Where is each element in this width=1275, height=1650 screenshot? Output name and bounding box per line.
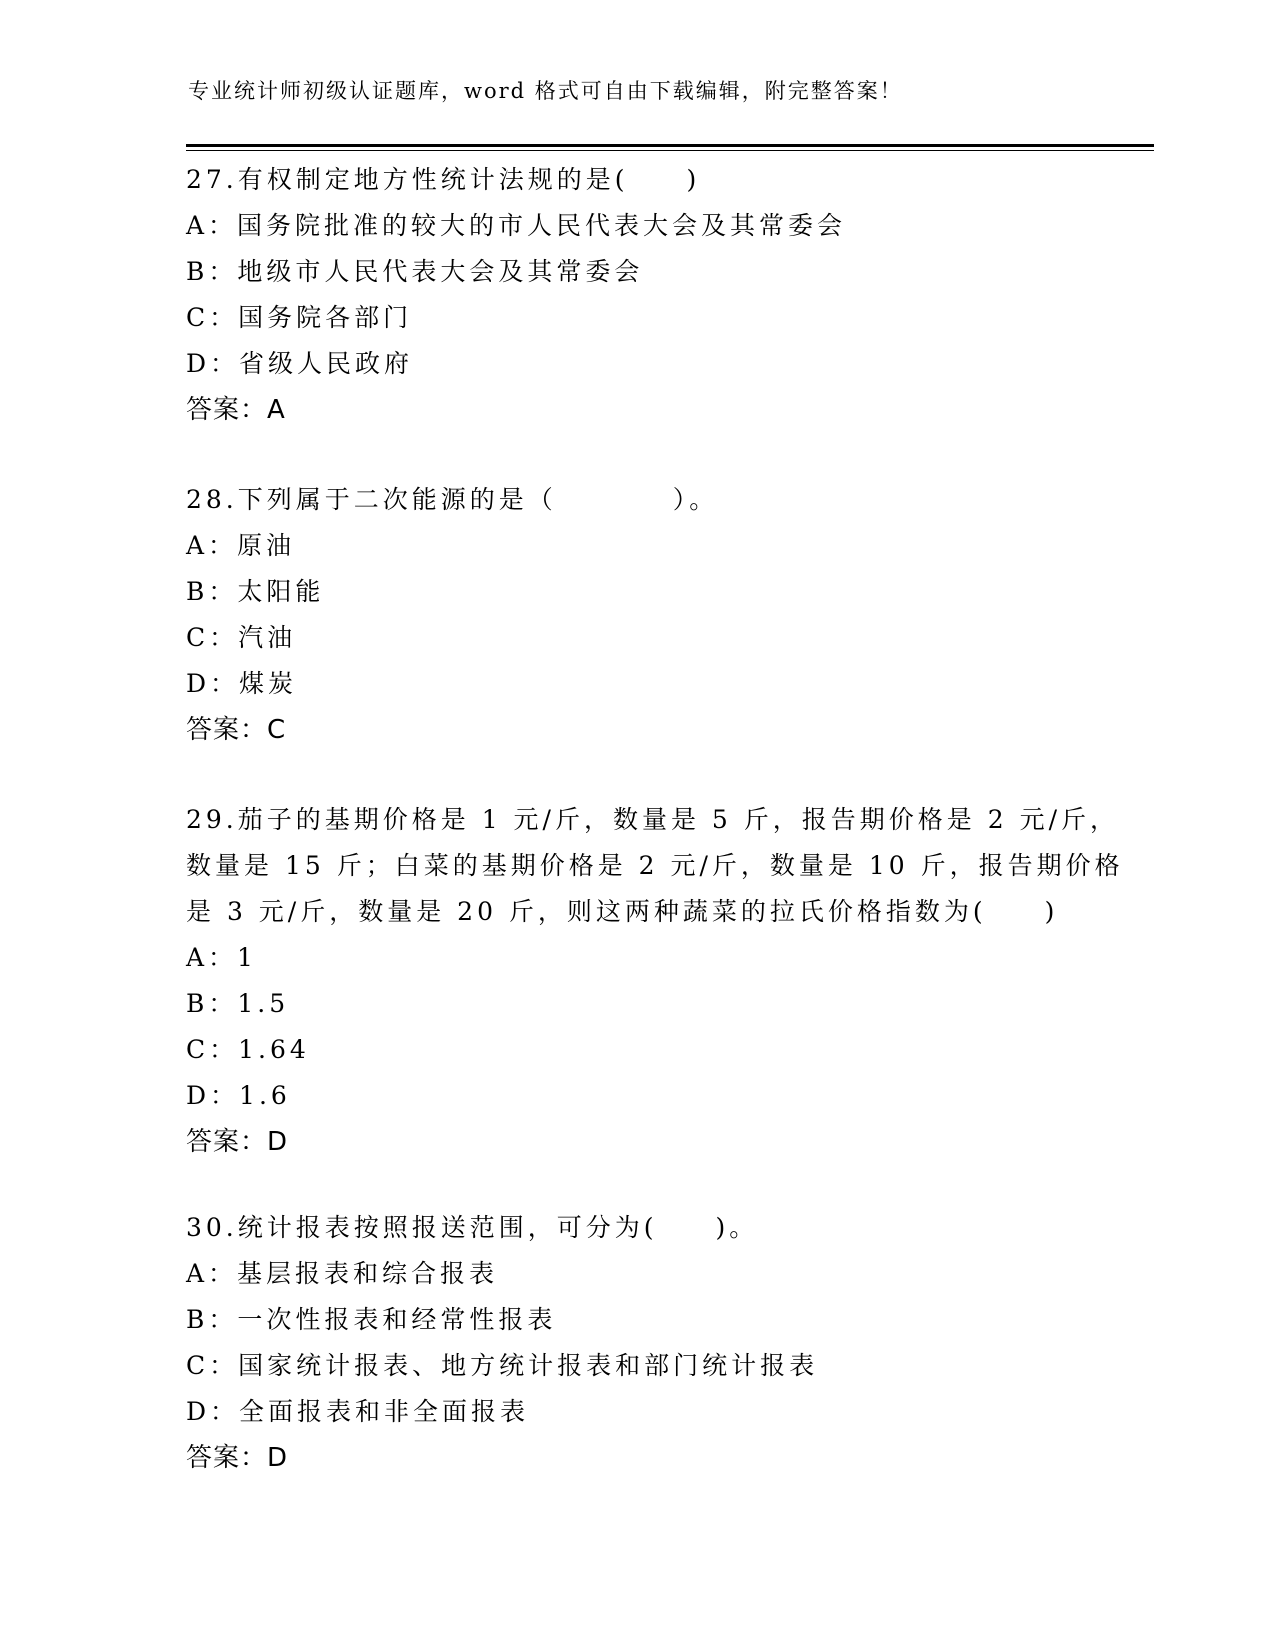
option-b: B：一次性报表和经常性报表	[186, 1305, 557, 1334]
answer-label: 答案：D	[186, 1127, 289, 1157]
question-27	[186, 157, 1086, 433]
answer-label: 答案：C	[186, 715, 287, 745]
answer-label: 答案：D	[186, 1443, 289, 1473]
question-stem-line-3: 是 3 元/斤，数量是 20 斤，则这两种蔬菜的拉氏价格指数为( )	[186, 897, 1059, 926]
option-b: B：太阳能	[186, 577, 325, 606]
question-30	[186, 1205, 1086, 1481]
option-d: D：全面报表和非全面报表	[186, 1397, 530, 1426]
question-stem: 30.统计报表按照报送范围，可分为( )。	[186, 1213, 759, 1242]
option-c: C：国家统计报表、地方统计报表和部门统计报表	[186, 1351, 819, 1380]
option-a: A：1	[186, 943, 257, 972]
header-rule-thin	[186, 150, 1154, 151]
question-28	[186, 477, 1086, 753]
option-d: D：煤炭	[186, 669, 298, 698]
header-rule-thick	[186, 144, 1154, 147]
option-c: C：汽油	[186, 623, 297, 652]
answer-label: 答案：A	[186, 395, 286, 425]
question-stem-line-1: 29.茄子的基期价格是 1 元/斤，数量是 5 斤，报告期价格是 2 元/斤，	[186, 805, 1120, 834]
option-c: C：国务院各部门	[186, 303, 413, 332]
option-b: B：地级市人民代表大会及其常委会	[186, 257, 644, 286]
option-c: C：1.64	[186, 1035, 310, 1064]
option-d: D：1.6	[186, 1081, 291, 1110]
option-a: A：国务院批准的较大的市人民代表大会及其常委会	[186, 211, 847, 240]
option-a: A：基层报表和综合报表	[186, 1259, 499, 1288]
question-stem: 27.有权制定地方性统计法规的是( )	[186, 165, 701, 194]
question-stem-line-2: 数量是 15 斤；白菜的基期价格是 2 元/斤，数量是 10 斤，报告期价格	[186, 851, 1124, 880]
question-29	[186, 797, 1124, 1165]
option-b: B：1.5	[186, 989, 290, 1018]
question-stem: 28.下列属于二次能源的是（ ）。	[186, 485, 719, 514]
option-d: D：省级人民政府	[186, 349, 414, 378]
option-a: A：原油	[186, 531, 296, 560]
document-header: 专业统计师初级认证题库，word 格式可自由下载编辑，附完整答案！	[188, 79, 903, 103]
